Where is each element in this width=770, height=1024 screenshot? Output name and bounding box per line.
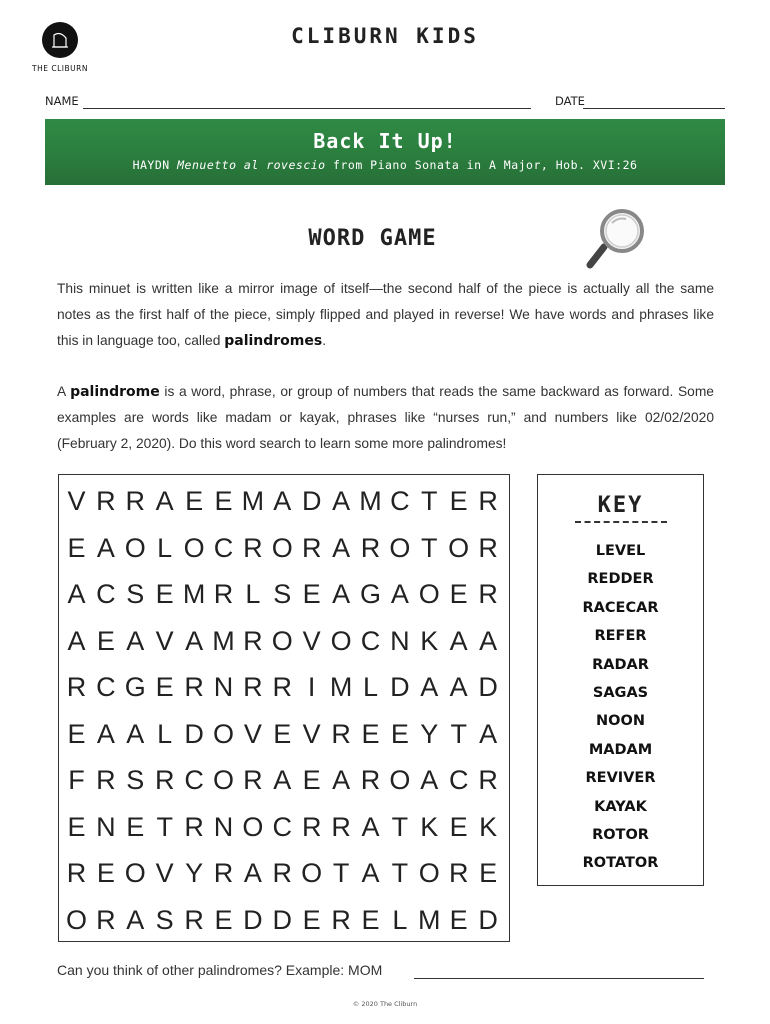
grid-letter[interactable]: K bbox=[420, 811, 439, 842]
grid-letter[interactable]: E bbox=[449, 811, 468, 842]
grid-letter[interactable]: C bbox=[96, 579, 116, 609]
grid-letter[interactable]: O bbox=[124, 532, 146, 563]
grid-row bbox=[59, 853, 509, 893]
grid-letter[interactable]: R bbox=[478, 765, 498, 795]
grid-letter[interactable]: A bbox=[96, 532, 115, 563]
grid-row bbox=[59, 574, 509, 614]
grid-letter[interactable]: A bbox=[185, 625, 204, 656]
grid-letter[interactable]: R bbox=[331, 718, 351, 749]
grid-letter[interactable]: K bbox=[420, 625, 439, 656]
grid-letter[interactable]: C bbox=[272, 811, 293, 842]
grid-letter[interactable]: E bbox=[185, 486, 204, 516]
grid-letter[interactable]: S bbox=[126, 765, 145, 795]
grid-letter[interactable]: O bbox=[183, 532, 205, 563]
grid-letter[interactable]: E bbox=[449, 579, 468, 609]
grid-letter[interactable]: R bbox=[360, 532, 381, 563]
grid-letter[interactable]: R bbox=[272, 672, 293, 702]
key-word: LEVEL bbox=[595, 543, 646, 559]
grid-letter[interactable]: T bbox=[391, 858, 409, 888]
intro-paragraph bbox=[57, 276, 714, 354]
grid-letter[interactable]: T bbox=[332, 858, 350, 888]
key-title: KEY bbox=[597, 493, 644, 518]
name-label: NAME bbox=[45, 94, 79, 108]
grid-letter[interactable]: A bbox=[449, 672, 468, 702]
grid-letter[interactable]: M bbox=[329, 672, 353, 702]
grid-letter[interactable]: A bbox=[96, 718, 115, 749]
grid-letter[interactable]: L bbox=[362, 672, 379, 702]
grid-letter[interactable]: O bbox=[271, 532, 293, 563]
grid-letter[interactable]: E bbox=[273, 718, 292, 749]
grid-letter[interactable]: E bbox=[449, 904, 468, 935]
grid-letter[interactable]: E bbox=[479, 858, 498, 888]
grid-letter[interactable]: S bbox=[155, 904, 174, 935]
grid-row bbox=[59, 621, 509, 661]
grid-letter[interactable]: E bbox=[302, 904, 321, 935]
grid-letter[interactable]: E bbox=[96, 625, 115, 656]
grid-letter[interactable]: L bbox=[157, 718, 173, 749]
key-word: REDDER bbox=[587, 571, 654, 588]
grid-letter[interactable]: V bbox=[302, 625, 321, 656]
grid-letter[interactable]: R bbox=[448, 858, 469, 888]
bonus-question: Can you think of other palindromes? Example: MOM bbox=[57, 962, 383, 978]
grid-letter[interactable]: A bbox=[126, 718, 145, 749]
grid-letter[interactable]: R bbox=[154, 765, 175, 795]
grid-letter[interactable]: L bbox=[157, 532, 173, 563]
grid-letter[interactable]: A bbox=[332, 579, 351, 609]
grid-letter[interactable]: O bbox=[330, 625, 352, 656]
section-title: WORD GAME bbox=[308, 226, 437, 251]
chalkboard-banner bbox=[45, 119, 725, 185]
grid-letter[interactable]: O bbox=[389, 765, 411, 795]
grid-letter[interactable]: A bbox=[67, 625, 86, 656]
grid-letter[interactable]: D bbox=[184, 718, 204, 749]
grid-letter[interactable]: V bbox=[67, 486, 86, 516]
grid-letter[interactable]: O bbox=[65, 904, 87, 935]
grid-letter[interactable]: O bbox=[301, 858, 323, 888]
grid-letter[interactable]: S bbox=[126, 579, 145, 609]
grid-letter[interactable]: A bbox=[273, 765, 292, 795]
key-word: REFER bbox=[594, 628, 647, 645]
grid-letter[interactable]: T bbox=[421, 486, 438, 516]
definition-term: palindrome bbox=[70, 384, 160, 400]
grid-letter[interactable]: R bbox=[478, 579, 498, 609]
grid-letter[interactable]: V bbox=[243, 718, 262, 749]
grid-letter[interactable]: N bbox=[213, 811, 234, 842]
grid-letter[interactable]: S bbox=[273, 579, 292, 609]
intro-end: . bbox=[322, 333, 327, 348]
key-word: KAYAK bbox=[594, 798, 647, 815]
grid-letter[interactable]: C bbox=[390, 486, 410, 516]
grid-letter[interactable]: R bbox=[96, 904, 116, 935]
grid-letter[interactable]: V bbox=[302, 718, 321, 749]
grid-letter[interactable]: T bbox=[156, 811, 173, 842]
key-word-list bbox=[538, 537, 703, 878]
grid-letter[interactable]: O bbox=[448, 532, 470, 563]
grid-letter[interactable]: E bbox=[67, 811, 86, 842]
grid-letter[interactable]: R bbox=[331, 904, 351, 935]
grid-letter[interactable]: R bbox=[184, 672, 204, 702]
banner-piece: Menuetto al rovescio bbox=[177, 158, 326, 172]
grid-letter[interactable]: O bbox=[212, 718, 234, 749]
grid-letter[interactable]: R bbox=[213, 579, 234, 609]
key-word: RACECAR bbox=[582, 599, 659, 616]
grid-row bbox=[59, 667, 509, 707]
grid-letter[interactable]: R bbox=[66, 672, 87, 702]
grid-letter[interactable]: D bbox=[301, 486, 322, 516]
answer-field[interactable] bbox=[414, 978, 704, 979]
grid-letter[interactable]: A bbox=[126, 904, 145, 935]
grid-letter[interactable]: A bbox=[479, 718, 498, 749]
grid-letter[interactable]: M bbox=[418, 904, 441, 935]
grid-row bbox=[59, 807, 509, 847]
grid-letter[interactable]: D bbox=[478, 672, 498, 702]
grid-letter[interactable]: E bbox=[214, 486, 233, 516]
grid-letter[interactable]: R bbox=[360, 765, 381, 795]
grid-letter[interactable]: D bbox=[272, 904, 293, 935]
grid-letter[interactable]: R bbox=[301, 811, 322, 842]
grid-letter[interactable]: E bbox=[449, 486, 468, 516]
grid-letter[interactable]: C bbox=[360, 625, 381, 656]
grid-letter[interactable]: R bbox=[301, 532, 322, 563]
grid-letter[interactable]: R bbox=[184, 811, 204, 842]
copyright-footer: © 2020 The Cliburn bbox=[352, 1000, 418, 1008]
grid-letter[interactable]: E bbox=[67, 718, 86, 749]
grid-letter[interactable]: O bbox=[418, 858, 440, 888]
key-word: NOON bbox=[596, 713, 645, 730]
key-word: MADAM bbox=[588, 741, 653, 758]
grid-letter[interactable]: L bbox=[245, 579, 261, 609]
grid-letter[interactable]: N bbox=[213, 672, 234, 702]
grid-letter[interactable]: E bbox=[214, 904, 233, 935]
grid-letter[interactable]: E bbox=[126, 811, 145, 842]
key-word: REVIVER bbox=[585, 770, 656, 787]
grid-letter[interactable]: E bbox=[155, 672, 174, 702]
grid-row bbox=[59, 528, 509, 568]
grid-letter[interactable]: I bbox=[307, 672, 316, 702]
grid-letter[interactable]: R bbox=[184, 904, 204, 935]
grid-letter[interactable]: C bbox=[96, 672, 116, 702]
grid-letter[interactable]: V bbox=[155, 858, 174, 888]
grid-letter[interactable]: A bbox=[155, 486, 174, 516]
grid-letter[interactable]: A bbox=[332, 765, 351, 795]
grid-letter[interactable]: A bbox=[332, 486, 351, 516]
grid-letter[interactable]: A bbox=[332, 532, 351, 563]
grid-letter[interactable]: A bbox=[126, 625, 145, 656]
grid-letter[interactable]: D bbox=[390, 672, 410, 702]
key-word: SAGAS bbox=[592, 684, 649, 701]
grid-letter[interactable]: T bbox=[391, 811, 409, 842]
grid-letter[interactable]: M bbox=[182, 579, 206, 609]
grid-letter[interactable]: E bbox=[302, 765, 321, 795]
grid-letter[interactable]: A bbox=[361, 858, 380, 888]
banner-source: from Piano Sonata in A Major, Hob. XVI:26 bbox=[333, 158, 638, 172]
key-word: ROTOR bbox=[592, 826, 649, 843]
grid-row bbox=[59, 481, 509, 521]
grid-letter[interactable]: R bbox=[96, 765, 116, 795]
definition-paragraph bbox=[57, 379, 714, 457]
grid-letter[interactable]: R bbox=[478, 532, 498, 563]
grid-row bbox=[59, 900, 509, 940]
grid-letter[interactable]: M bbox=[212, 625, 235, 656]
grid-letter[interactable]: A bbox=[243, 858, 262, 888]
grid-letter[interactable]: L bbox=[392, 904, 408, 935]
date-field[interactable] bbox=[583, 108, 725, 109]
grid-letter[interactable]: O bbox=[242, 811, 264, 842]
grid-letter[interactable]: F bbox=[68, 765, 85, 795]
grid-letter[interactable]: A bbox=[420, 672, 439, 702]
grid-letter[interactable]: M bbox=[241, 486, 265, 516]
grid-letter[interactable]: K bbox=[479, 811, 498, 842]
word-search-grid bbox=[58, 474, 510, 942]
grid-letter[interactable]: R bbox=[272, 858, 293, 888]
definition-text: is a word, phrase, or group of numbers that reads the same backward as forward. Some examples are words like madam or kayak, phrases like “nurses run,” and numbers like 02/02/2020 (February 2, 2020). Do this word search to learn some more palindromes! bbox=[57, 384, 714, 451]
grid-letter[interactable]: R bbox=[213, 858, 234, 888]
grid-letter[interactable]: C bbox=[184, 765, 204, 795]
grid-row bbox=[59, 714, 509, 754]
grid-letter[interactable]: R bbox=[243, 765, 263, 795]
date-label: DATE bbox=[555, 94, 585, 108]
grid-letter[interactable]: A bbox=[67, 579, 86, 609]
definition-start: A bbox=[57, 384, 71, 399]
grid-letter[interactable]: O bbox=[271, 625, 293, 656]
grid-letter[interactable]: A bbox=[449, 625, 468, 656]
grid-letter[interactable]: Y bbox=[185, 858, 204, 888]
banner-subtitle bbox=[45, 158, 725, 172]
grid-letter[interactable]: E bbox=[96, 858, 115, 888]
grid-letter[interactable]: C bbox=[448, 765, 469, 795]
grid-letter[interactable]: R bbox=[243, 672, 263, 702]
grid-letter[interactable]: Y bbox=[420, 718, 439, 749]
grid-letter[interactable]: O bbox=[124, 858, 146, 888]
grid-letter[interactable]: N bbox=[96, 811, 116, 842]
key-word: ROTATOR bbox=[582, 855, 659, 872]
grid-letter[interactable]: M bbox=[359, 486, 382, 516]
grid-row bbox=[59, 760, 509, 800]
grid-letter[interactable]: G bbox=[124, 672, 146, 702]
grid-letter[interactable]: E bbox=[155, 579, 174, 609]
banner-composer: HAYDN bbox=[132, 158, 170, 172]
grid-letter[interactable]: O bbox=[212, 765, 234, 795]
grid-letter[interactable]: G bbox=[359, 579, 381, 609]
grid-letter[interactable]: D bbox=[478, 904, 498, 935]
grid-letter[interactable]: T bbox=[421, 532, 438, 563]
grid-letter[interactable]: E bbox=[361, 904, 380, 935]
grid-letter[interactable]: E bbox=[390, 718, 409, 749]
intro-text: This minuet is written like a mirror image of itself—the second half of the piece is actually all the same notes as the first half of the piece, simply flipped and played in reverse! We have words and phrases like this in language too, called bbox=[57, 281, 714, 348]
grid-letter[interactable]: D bbox=[243, 904, 263, 935]
grid-letter[interactable]: R bbox=[478, 486, 498, 516]
banner-title: Back It Up! bbox=[313, 129, 457, 153]
grid-letter[interactable]: R bbox=[125, 486, 146, 516]
grid-letter[interactable]: R bbox=[243, 532, 263, 563]
key-divider bbox=[575, 518, 667, 523]
grid-letter[interactable]: A bbox=[361, 811, 380, 842]
page-title: CLIBURN KIDS bbox=[291, 24, 479, 48]
grid-letter[interactable]: V bbox=[155, 625, 174, 656]
grid-letter[interactable]: C bbox=[213, 532, 234, 563]
grid-letter[interactable]: N bbox=[390, 625, 410, 656]
grid-letter[interactable]: A bbox=[420, 765, 439, 795]
grid-letter[interactable]: E bbox=[361, 718, 380, 749]
name-field[interactable] bbox=[83, 108, 531, 109]
grid-letter[interactable]: A bbox=[273, 486, 292, 516]
logo-text: THE CLIBURN bbox=[32, 64, 88, 73]
grid-letter[interactable]: R bbox=[66, 858, 87, 888]
grid-letter[interactable]: A bbox=[479, 625, 498, 656]
grid-letter[interactable]: O bbox=[418, 579, 440, 609]
grid-letter[interactable]: R bbox=[96, 486, 116, 516]
grid-letter[interactable]: R bbox=[331, 811, 351, 842]
intro-term: palindromes bbox=[224, 333, 323, 349]
grid-letter[interactable]: E bbox=[302, 579, 321, 609]
grid-letter[interactable]: T bbox=[450, 718, 467, 749]
grid-letter[interactable]: O bbox=[389, 532, 411, 563]
magnifying-glass-icon bbox=[582, 207, 652, 277]
key-word: RADAR bbox=[592, 656, 649, 673]
grid-letter[interactable]: R bbox=[243, 625, 263, 656]
grid-letter[interactable]: E bbox=[67, 532, 86, 563]
grid-letter[interactable]: A bbox=[390, 579, 409, 609]
word-key-box bbox=[537, 474, 704, 886]
